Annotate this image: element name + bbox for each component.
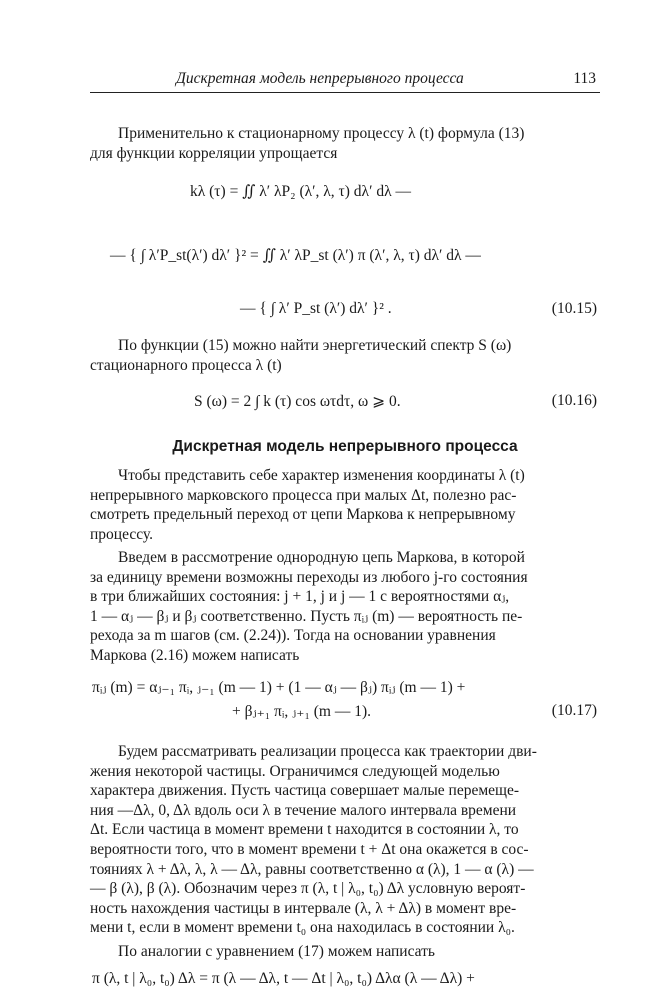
equation-continued: π (λ, t | λ₀, t₀) Δλ = π (λ — Δλ, t — Δt | λ₀, t₀) Δλα (λ — Δλ) +: [92, 970, 475, 987]
page-number: 113: [573, 70, 596, 87]
text-line: Будем рассматривать реализации процесса как траектории дви-: [118, 743, 537, 760]
text-line: 1 — αⱼ — βⱼ и βⱼ соответственно. Пусть πᵢⱼ (m) — вероятность пе-: [90, 607, 523, 625]
equation-number-10-15: (10.15): [551, 300, 597, 317]
running-title: Дискретная модель непрерывного процесса: [176, 70, 464, 87]
text-line: стационарного процесса λ (t): [90, 356, 282, 374]
text-line: для функции корреляции упрощается: [90, 144, 338, 162]
equation-10-15-line-2: — { ∫ λ′P_st(λ′) dλ′ }² = ∬ λ′ λP_st (λ′) π (λ′, λ, τ) dλ′ dλ —: [110, 247, 481, 264]
equation-number-10-16: (10.16): [551, 392, 597, 409]
text-line: Чтобы представить себе характер изменения координаты λ (t): [118, 467, 525, 484]
text-line: По функции (15) можно найти энергетический спектр S (ω): [118, 337, 512, 354]
text-line: за единицу времени возможны переходы из любого j-го состояния: [90, 568, 528, 586]
text-line: тояниях λ + Δλ, λ, λ — Δλ, равны соответственно α (λ), 1 — α (λ) —: [90, 860, 534, 878]
equation-10-15-line-1: kλ (τ) = ∬ λ′ λP₂ (λ′, λ, τ) dλ′ dλ —: [190, 183, 411, 200]
text-line: По аналогии с уравнением (17) можем написать: [118, 943, 435, 960]
text-line: в три ближайших состояния: j + 1, j и j — 1 с вероятностями αⱼ,: [90, 588, 510, 606]
equation-10-15-line-3: — { ∫ λ′ P_st (λ′) dλ′ }² .: [240, 300, 392, 317]
paragraph-2: [90, 336, 598, 375]
paragraph-3: [90, 466, 598, 544]
equation-10-17-line-1: πᵢⱼ (m) = αⱼ₋₁ πᵢ, ⱼ₋₁ (m — 1) + (1 — αⱼ — βⱼ) πᵢⱼ (m — 1) +: [92, 679, 466, 696]
text-line: Введем в рассмотрение однородную цепь Маркова, в которой: [118, 549, 525, 566]
text-line: ния —Δλ, 0, Δλ вдоль оси λ в течение малого интервала времени: [90, 801, 517, 819]
section-title: Дискретная модель непрерывного процесса: [172, 438, 518, 455]
paragraph-4: [90, 548, 598, 666]
text-line: жения некоторой частицы. Ограничимся следующей моделью: [90, 762, 500, 780]
text-line: вероятности того, что в момент времени t + Δt она окажется в сос-: [90, 840, 529, 858]
text-line: характера движения. Пусть частица совершает малые перемеще-: [90, 782, 520, 800]
equation-10-17-line-2: + βⱼ₊₁ πᵢ, ⱼ₊₁ (m — 1).: [232, 703, 371, 720]
paragraph-6: [90, 942, 598, 962]
text-line: рехода за m шагов (см. (2.24)). Тогда на основании уравнения: [90, 627, 496, 645]
text-line: Δt. Если частица в момент времени t находится в состоянии λ, то: [90, 821, 519, 839]
text-line: Применительно к стационарному процессу λ (t) формула (13): [118, 125, 525, 142]
text-line: ность нахождения частицы в интервале (λ, λ + Δλ) в момент вре-: [90, 899, 517, 917]
text-line: Маркова (2.16) можем написать: [90, 646, 300, 664]
text-line: мени t, если в момент времени t₀ она находилась в состоянии λ₀.: [90, 919, 515, 937]
running-header: [90, 68, 600, 94]
text-line: — β (λ), β (λ). Обозначим через π (λ, t | λ₀, t₀) Δλ условную вероят-: [90, 880, 526, 898]
paragraph-1: [90, 124, 598, 163]
equation-10-16: S (ω) = 2 ∫ k (τ) cos ωτdτ, ω ⩾ 0.: [194, 393, 401, 410]
header-rule: [90, 92, 600, 93]
text-line: непрерывного марковского процесса при малых Δt, полезно рас-: [90, 486, 517, 504]
text-line: смотреть предельный переход от цепи Маркова к непрерывному: [90, 506, 516, 524]
equation-number-10-17: (10.17): [551, 702, 597, 719]
paragraph-5: [90, 742, 598, 938]
text-line: процессу.: [90, 525, 153, 543]
